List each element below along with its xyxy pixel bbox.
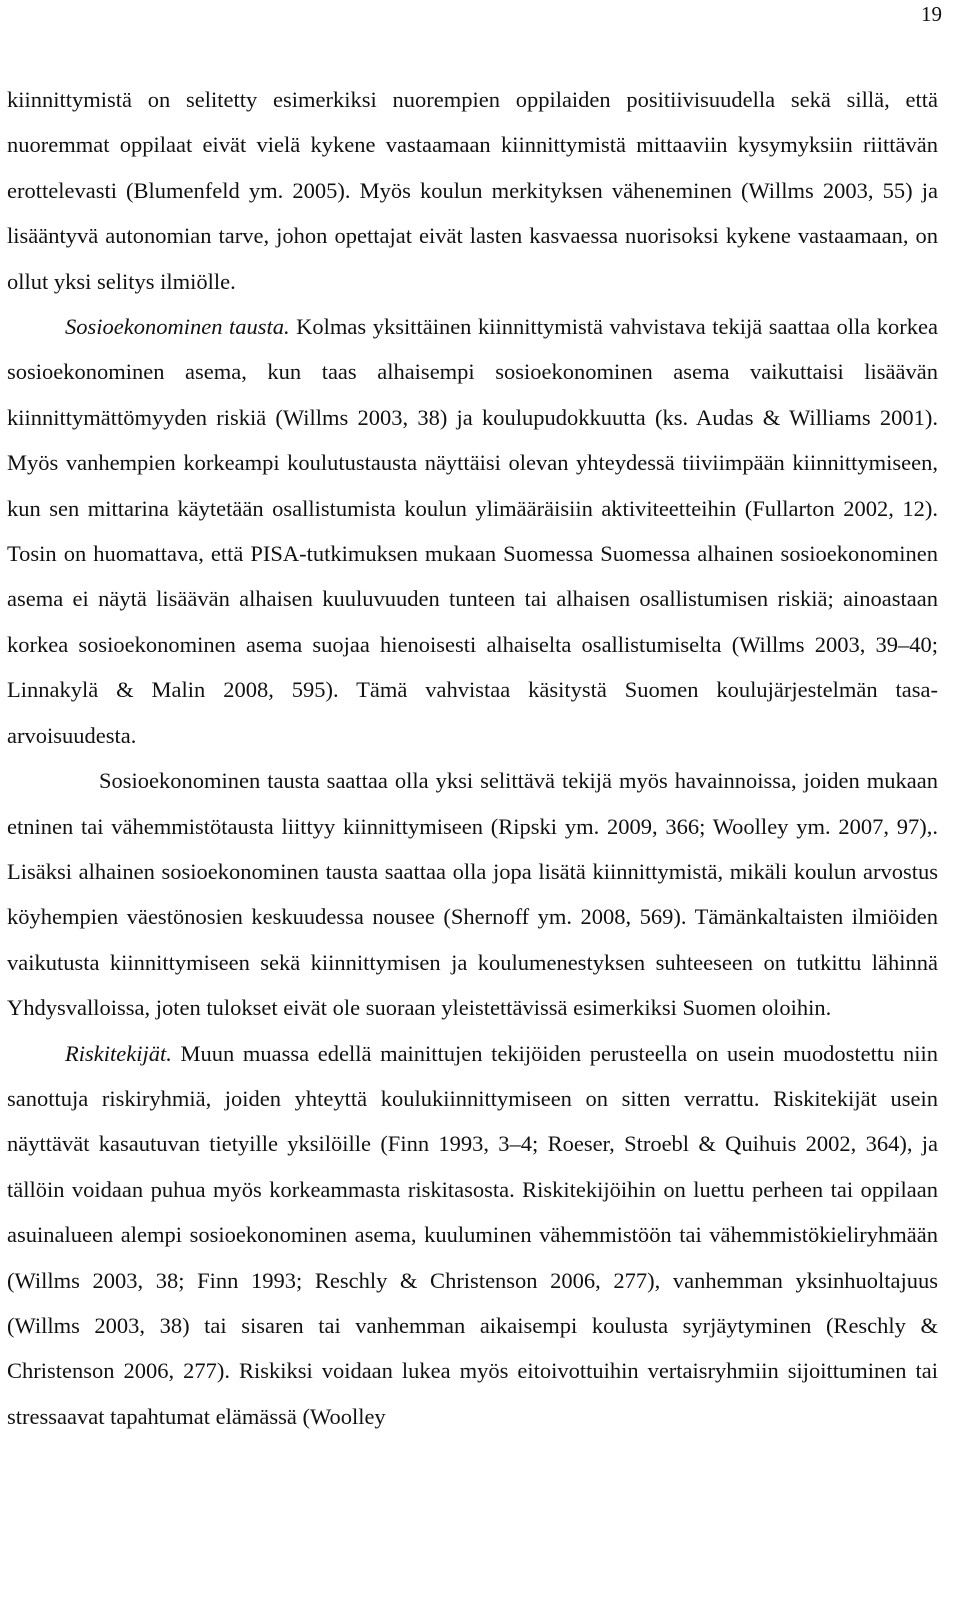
paragraph-2-text: Kolmas yksittäinen kiinnittymistä vahvistava tekijä saattaa olla korkea sosioekonominen asema, kun taas alhaisempi sosioekonominen asema vaikuttaisi lisäävän kiinnittymättömyyden riskiä (Willms 2003, 38) ja koulupudokkuutta (ks. Audas & Williams 2001). Myös vanhempien korkeampi koulutustausta näyttäisi olevan yhteydessä tiiviimpään kiinnittymiseen, kun sen mittarina käytetään osallistumista koulun ylimääräisiin aktiviteetteihin (Fullarton 2002, 12). Tosin on huomattava, että PISA-tutkimuksen mukaan Suomessa Suomessa alhainen sosioekonominen asema ei näytä lisäävän alhaisen kuuluvuuden tunteen tai alhaisen osallistumisen riskiä; ainoastaan korkea sosioekonominen asema suojaa hienoisesti alhaiselta osallistumiselta (Willms 2003, 39–40; Linnakylä & Malin 2008, 595). Tämä vahvistaa käsitystä Suomen koulujärjestelmän tasa-arvoisuudesta.	[7, 314, 938, 748]
paragraph-3	[7, 758, 938, 1030]
paragraph-4	[7, 1031, 938, 1440]
paragraph-4-text: Muun muassa edellä mainittujen tekijöiden perusteella on usein muodostettu niin sanottuja riskiryhmiä, joiden yhteyttä koulukiinnittymiseen on sitten verrattu. Riskitekijät usein näyttävät kasautuvan tietyille yksilöille (Finn 1993, 3–4; Roeser, Stroebl & Quihuis 2002, 364), ja tällöin voidaan puhua myös korkeammasta riskitasosta. Riskitekijöihin on luettu perheen tai oppilaan asuinalueen alempi sosioekonominen asema, kuuluminen vähemmistöön tai vähemmistökieliryhmään (Willms 2003, 38; Finn 1993; Reschly & Christenson 2006, 277), vanhemman yksinhuoltajuus (Willms 2003, 38) tai sisaren tai vanhemman aikaisempi koulusta syrjäytyminen (Reschly & Christenson 2006, 277). Riskiksi voidaan lukea myös eitoivottuihin vertaisryhmiin sijoittuminen tai stressaavat tapahtumat elämässä (Woolley	[7, 1040, 938, 1429]
document-body	[7, 77, 938, 1439]
paragraph-3-text: Sosioekonominen tausta saattaa olla yksi selittävä tekijä myös havainnoissa, joiden mukaan etninen tai vähemmistötausta liittyy kiinnittymiseen (Ripski ym. 2009, 366; Woolley ym. 2007, 97),. Lisäksi alhainen sosioekonominen tausta saattaa olla jopa lisätä kiinnittymistä, mikäli koulun arvostus köyhempien väestönosien keskuudessa nousee (Shernoff ym. 2008, 569). Tämänkaltaisten ilmiöiden vaikutusta kiinnittymiseen sekä kiinnittymisen ja koulumenestyksen suhteeseen on tutkittu lähinnä Yhdysvalloissa, joten tulokset eivät ole suoraan yleistettävissä esimerkiksi Suomen oloihin.	[7, 768, 938, 1021]
page-number: 19	[921, 2, 942, 26]
run-in-heading-riskitekijat: Riskitekijät.	[65, 1040, 172, 1066]
paragraph-1-text: kiinnittymistä on selitetty esimerkiksi nuorempien oppilaiden positiivisuudella sekä sillä, että nuoremmat oppilaat eivät vielä kykene vastaamaan kiinnittymistä mittaaviin kysymyksiin riittävän erottelevasti (Blumenfeld ym. 2005). Myös koulun merkityksen väheneminen (Willms 2003, 55) ja lisääntyvä autonomian tarve, johon opettajat eivät lasten kasvaessa nuorisoksi kykene vastaamaan, on ollut yksi selitys ilmiölle.	[7, 87, 938, 294]
paragraph-1	[7, 77, 938, 304]
paragraph-2	[7, 304, 938, 758]
run-in-heading-sosioekonominen-tausta: Sosioekonominen tausta.	[65, 314, 290, 340]
